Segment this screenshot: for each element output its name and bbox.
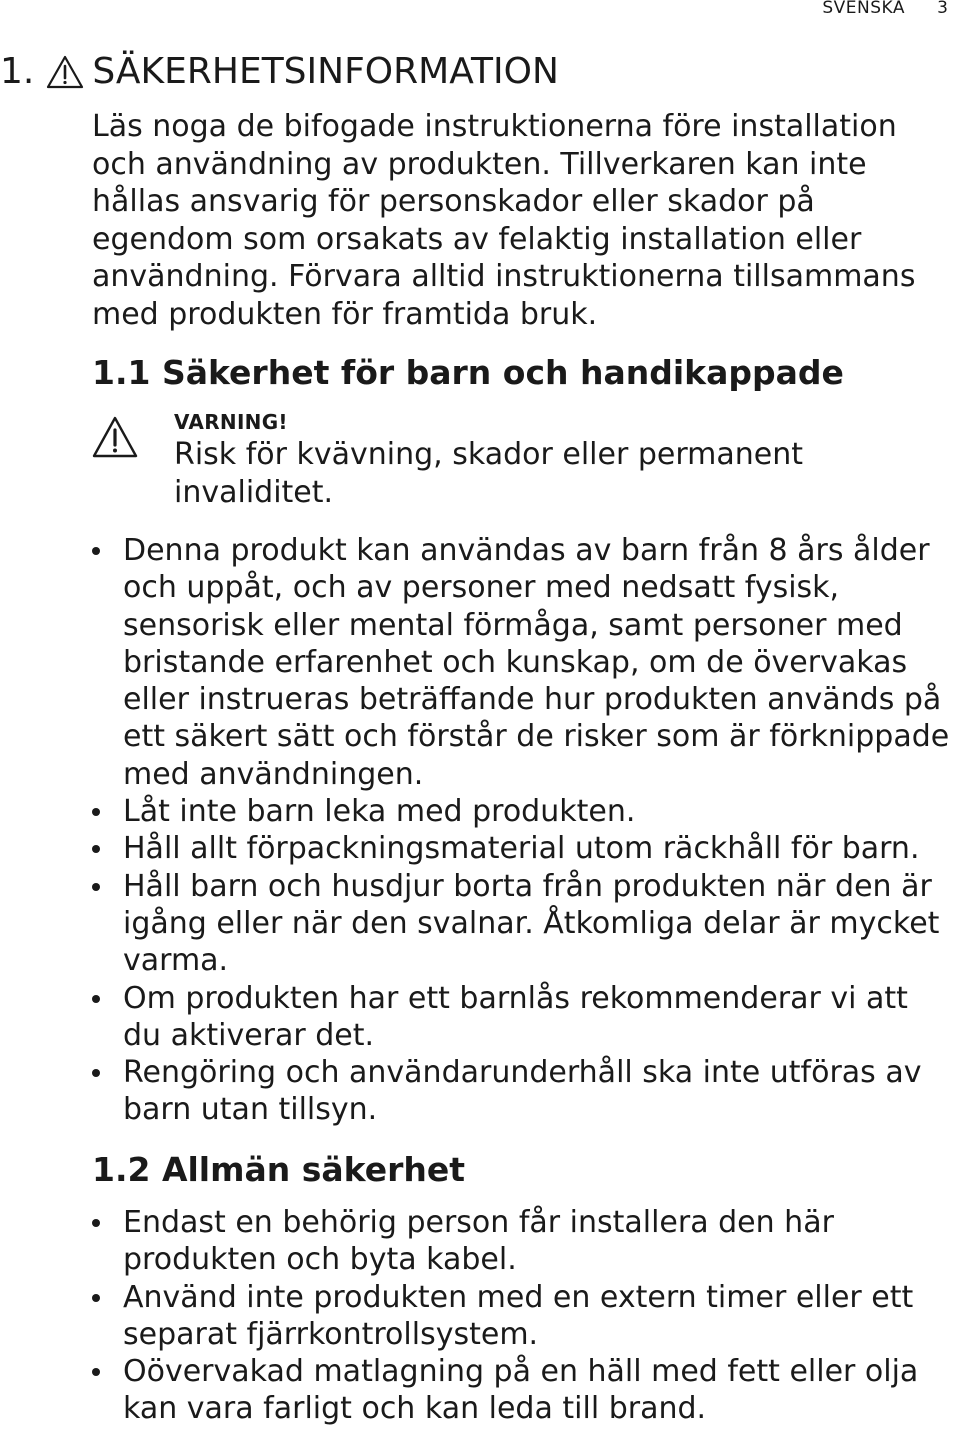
list-item-line: separat fjärrkontrollsystem. (123, 1316, 539, 1352)
child-safety-list (92, 532, 952, 1129)
list-item-line: igång eller när den svalnar. Åtkomliga delar är mycket (123, 905, 940, 941)
list-item (92, 830, 952, 867)
warning-triangle-icon (46, 55, 84, 89)
list-item (92, 1204, 952, 1279)
list-item (92, 868, 952, 980)
list-item-line: Oövervakad matlagning på en häll med fett eller olja (123, 1354, 919, 1390)
intro-paragraph (92, 108, 952, 333)
list-item (92, 980, 952, 1055)
warning-triangle-icon (92, 416, 138, 458)
intro-line: Läs noga de bifogade instruktionerna före installation (92, 109, 897, 144)
list-item-line: Låt inte barn leka med produkten. (123, 794, 636, 830)
list-item-line: Håll barn och husdjur borta från produkten när den är (123, 868, 932, 904)
language-label: SVENSKA (822, 0, 905, 18)
page-number: 3 (937, 0, 948, 18)
intro-line: hållas ansvarig för personskador eller skador på (92, 184, 815, 219)
bullet-icon (92, 1368, 100, 1376)
bullet-icon (92, 1069, 100, 1077)
intro-line: egendom som orsakats av felaktig installation eller (92, 221, 862, 257)
bullet-icon (92, 808, 100, 816)
intro-line: och användning av produkten. Tillverkaren kan inte (92, 146, 867, 182)
list-item-line: ett säkert sätt och förstår de risker som är förknippade (123, 719, 950, 755)
bullet-icon (92, 995, 100, 1003)
bullet-icon (92, 883, 100, 891)
intro-line: med produkten för framtida bruk. (92, 296, 598, 332)
intro-line: användning. Förvara alltid instruktionerna tillsammans (92, 259, 916, 294)
list-item-line: kan vara farligt och kan leda till brand. (123, 1391, 707, 1427)
warning-text-line: invaliditet. (174, 474, 334, 510)
section-1-number: 1. (0, 51, 35, 92)
list-item (92, 793, 952, 830)
list-item-line: Endast en behörig person får installera den här (123, 1205, 834, 1240)
section-1-heading (0, 50, 559, 94)
bullet-icon (92, 1294, 100, 1302)
list-item-line: Om produkten har ett barnlås rekommenderar vi att (123, 980, 908, 1016)
list-item-line: med användningen. (123, 756, 424, 792)
warning-label: VARNING! (174, 410, 288, 434)
section-1-title: SÄKERHETSINFORMATION (92, 51, 559, 92)
list-item (92, 1279, 952, 1354)
list-item-line: sensorisk eller mental förmåga, samt personer med (123, 607, 903, 643)
list-item (92, 1353, 952, 1428)
list-item-line: du aktiverar det. (123, 1017, 375, 1053)
list-item (92, 1054, 952, 1129)
list-item-line: barn utan tillsyn. (123, 1092, 378, 1128)
warning-text (174, 436, 954, 511)
bullet-icon (92, 845, 100, 853)
warning-text-line: Risk för kvävning, skador eller permanent (174, 437, 803, 472)
general-safety-list (92, 1204, 952, 1428)
page-header (0, 0, 960, 24)
list-item-line: och uppåt, och av personer med nedsatt fysisk, (123, 570, 840, 606)
section-1-1-heading: 1.1 Säkerhet för barn och handikappade (92, 353, 844, 392)
list-item-line: produkten och byta kabel. (123, 1242, 517, 1278)
bullet-icon (92, 547, 100, 555)
list-item-line: bristande erfarenhet och kunskap, om de övervakas (123, 644, 908, 680)
list-item-line: Håll allt förpackningsmaterial utom räckhåll för barn. (123, 831, 920, 867)
list-item-line: varma. (123, 943, 229, 979)
section-1-2-heading: 1.2 Allmän säkerhet (92, 1150, 466, 1189)
list-item-line: Denna produkt kan användas av barn från 8 års ålder (123, 533, 930, 568)
list-item-line: Rengöring och användarunderhåll ska inte utföras av (123, 1055, 922, 1091)
list-item-line: Använd inte produkten med en extern timer eller ett (123, 1279, 914, 1315)
list-item-line: eller instrueras beträffande hur produkten används på (123, 682, 942, 718)
bullet-icon (92, 1219, 100, 1227)
list-item (92, 532, 952, 793)
